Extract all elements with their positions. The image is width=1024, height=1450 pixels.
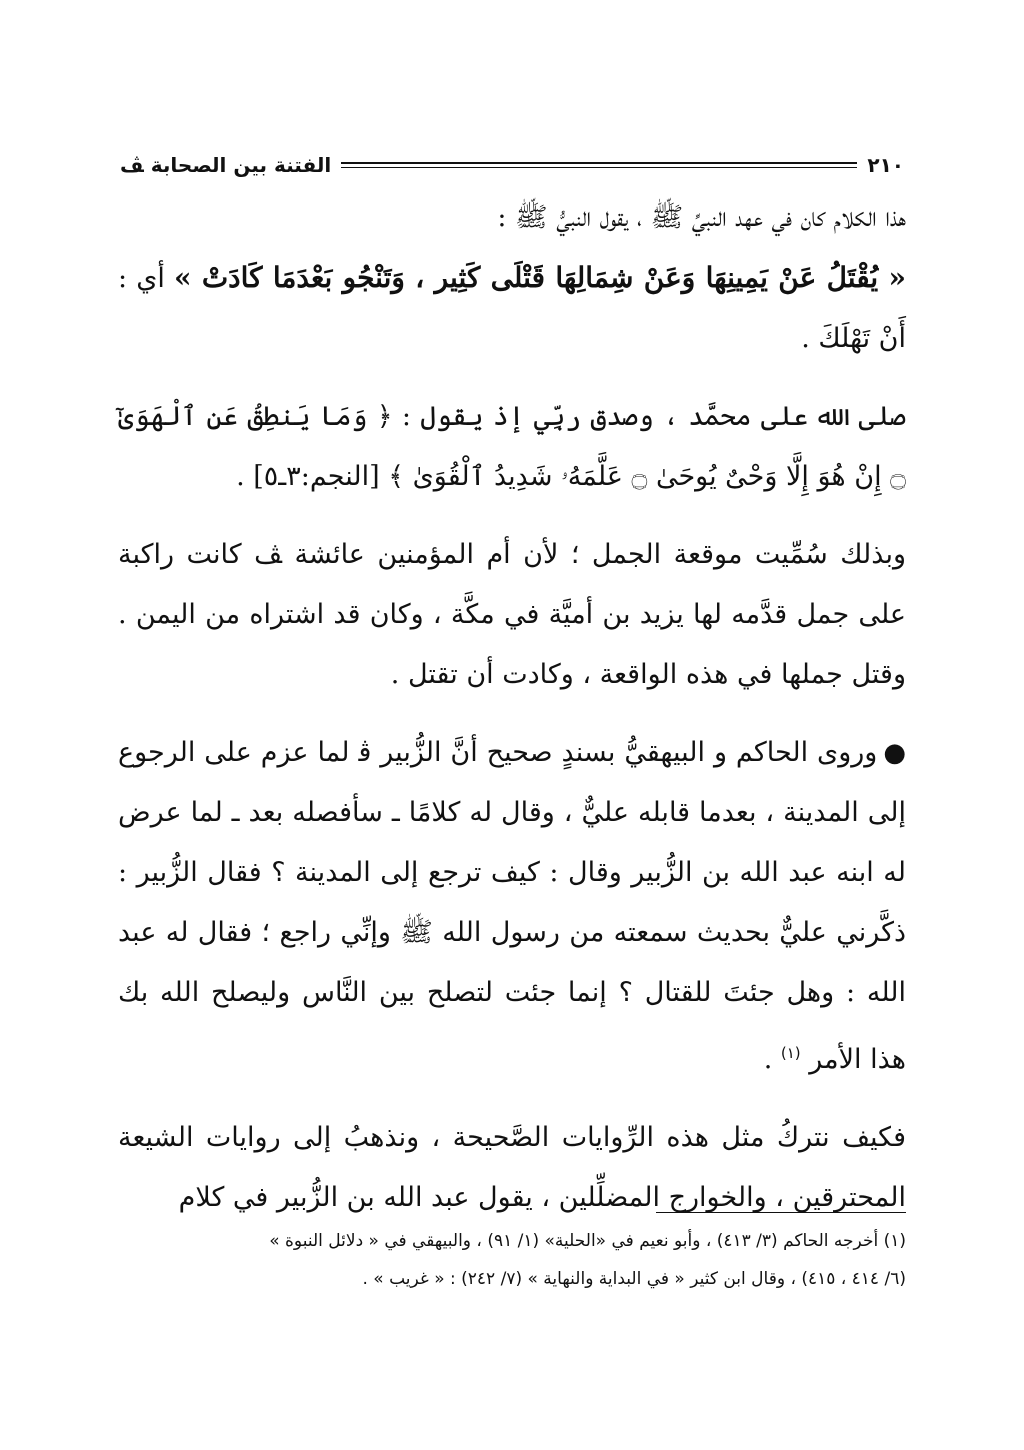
header-rule — [341, 162, 857, 168]
paragraph-6: فكيف نتركُ مثل هذه الرِّوايات الصَّحيحة ، ونذهبُ إلى روايات الشيعة المحترقين ، والخوارج المضلِّلين ، يقول عبد الله بن الزُّبير في كلام — [118, 1122, 906, 1213]
footnotes — [118, 1222, 906, 1298]
running-header — [120, 150, 904, 180]
paragraph-3: صلى الله على محمَّد ، وصدق ربِّي إذ يقول : ﴿ وَمَا يَنطِقُ عَنِ ٱلْهَوَىٰٓ ۝ إِنْ هُوَ إِلَّا وَحْىٌ يُوحَىٰ ۝ عَلَّمَهُۥ شَدِيدُ ٱلْقُوَىٰ ﴾ [النجم:٣ـ٥] . — [118, 401, 906, 492]
page-number: ٢١٠ — [867, 153, 904, 177]
running-title: الفتنة بين الصحابة ﭫ — [120, 153, 332, 177]
paragraph-2 — [118, 248, 906, 369]
paragraph-2-rest: أي : أَنْ تَهْلَكَ . — [118, 263, 906, 354]
paragraph-5-text: وروى الحاكم و البيهقيُّ بسندٍ صحيح أنَّ الزُّبير ﭬ لما عزم على الرجوع إلى المدينة ، بعدما قابله عليٌّ ، وقال له كلامًا ـ سأفصله بعد ـ لما عرض له ابنه عبد الله بن الزُّبير وقال : كيف ترجع إلى المدينة ؟ فقال الزُّبير : ذكَّرني عليٌّ بحديث سمعته من رسول الله ﷺ وإنِّي راجع ؛ فقال له عبد الله : وهل جئتَ للقتال ؟ إنما جئت لتصلح بين النَّاس وليصلح الله بك هذا الأمر — [118, 737, 906, 1075]
footnote-ref: (١) — [780, 1044, 801, 1062]
footnote-1-line-2: (٦/ ٤١٤ ، ٤١٥) ، وقال ابن كثير « في البداية والنهاية » (٧/ ٢٤٢) : « غريب » . — [362, 1269, 906, 1289]
paragraph-1: هذا الكلام كان في عهد النبيِّ ﷺ ، يقول النبيُّ ﷺ : — [497, 202, 906, 233]
paragraph-5 — [118, 723, 906, 1090]
main-text — [118, 188, 906, 1228]
paragraph-5-end: . — [763, 1044, 781, 1075]
hadith-quote: « يُقْتَلُ عَنْ يَمِينِهَا وَعَنْ شِمَالِهَا قَتْلَى كَثِير ، وَتَنْجُو بَعْدَمَا كَادَتْ » — [174, 261, 906, 294]
footnote-divider — [656, 1212, 906, 1213]
paragraph-4: وبذلك سُمِّيت موقعة الجمل ؛ لأن أم المؤمنين عائشة ﭫ كانت راكبة على جمل قدَّمه لها يزيد بن أميَّة في مكَّة ، وكان قد اشتراه من اليمن . وقتل جملها في هذه الواقعة ، وكادت أن تقتل . — [118, 539, 906, 690]
bullet-icon: ● — [883, 738, 906, 768]
footnote-1-line-1: (١) أخرجه الحاكم (٣/ ٤١٣) ، وأبو نعيم في «الحلية» (١/ ٩١) ، والبيهقي في « دلائل النبوة » — [269, 1231, 906, 1251]
